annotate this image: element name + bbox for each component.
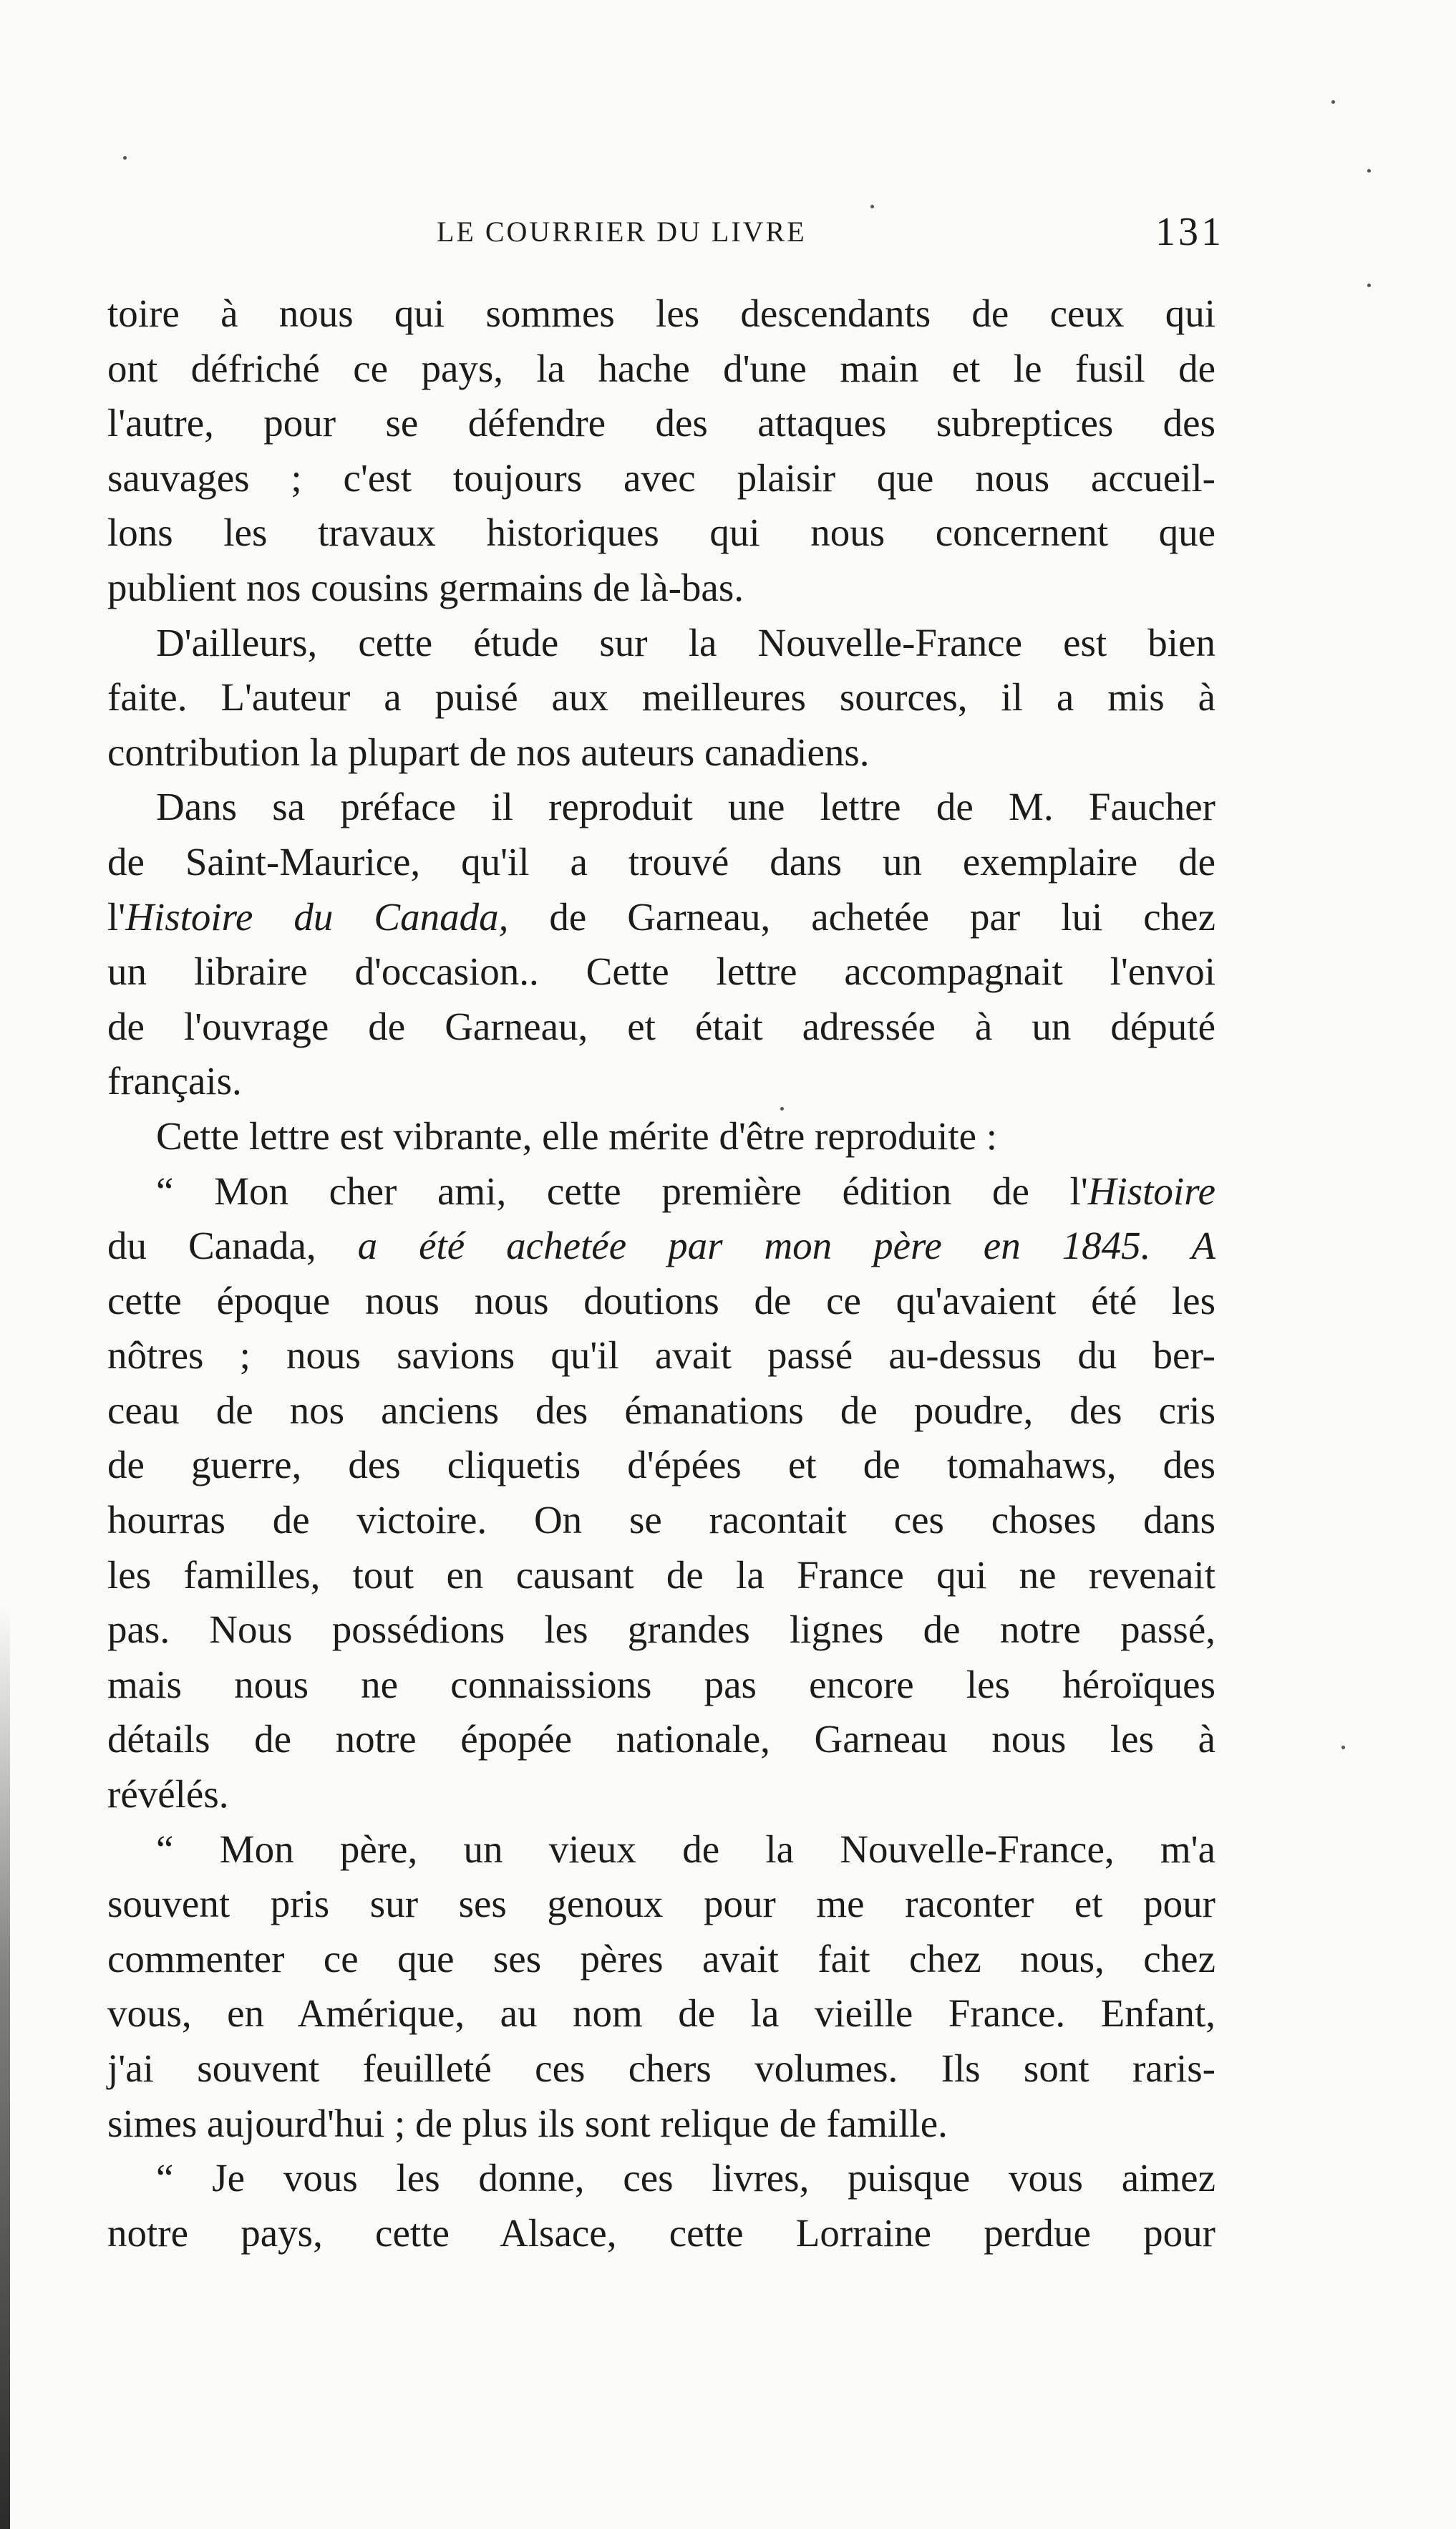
text-line: Dans sa préface il reproduit une lettre de M. Faucher — [156, 785, 1215, 829]
text-line: publient nos cousins germains de là-bas. — [107, 565, 744, 609]
text-line: ont défriché ce pays, la hache d'une main et le fusil de — [107, 346, 1215, 390]
paragraph — [107, 780, 1215, 1109]
italic-title: Histoire — [1087, 1169, 1215, 1213]
text-line: sauvages ; c'est toujours avec plaisir que nous accueil- — [107, 455, 1215, 500]
scan-speck — [1367, 169, 1371, 173]
text-line: cette époque nous nous doutions de ce qu'avaient été les — [107, 1278, 1215, 1322]
text-line: “ Mon père, un vieux de la Nouvelle-France, m'a — [156, 1827, 1215, 1871]
paragraph — [107, 1109, 1215, 1164]
paragraph — [107, 286, 1215, 616]
text-line: notre pays, cette Alsace, cette Lorraine perdue pour — [107, 2210, 1215, 2255]
text-line: hourras de victoire. On se racontait ces choses dans — [107, 1498, 1215, 1542]
italic-title: Histoire du Canada, — [125, 894, 509, 939]
text-line: simes aujourd'hui ; de plus ils sont relique de famille. — [107, 2101, 948, 2145]
text-line: “ Mon cher ami, cette première édition de l'Histoire — [156, 1169, 1215, 1213]
text-line: ceau de nos anciens des émanations de poudre, des cris — [107, 1388, 1215, 1432]
text-line: souvent pris sur ses genoux pour me raconter et pour — [107, 1882, 1215, 1926]
text-line: faite. L'auteur a puisé aux meilleures sources, il a mis à — [107, 675, 1215, 720]
text-line: de Saint-Maurice, qu'il a trouvé dans un exemplaire de — [107, 839, 1215, 884]
text-line: Cette lettre est vibrante, elle mérite d'être reproduite : — [156, 1113, 998, 1158]
scan-speck — [1331, 100, 1335, 104]
running-title: LE COURRIER DU LIVRE — [437, 216, 807, 248]
paragraph — [107, 616, 1215, 780]
paragraph — [107, 1164, 1215, 1822]
text-line: français. — [107, 1059, 242, 1103]
text-line: contribution la plupart de nos auteurs canadiens. — [107, 730, 870, 774]
text-line: toire à nous qui sommes les descendants de ceux qui — [107, 291, 1215, 335]
italic-title: a été achetée par mon père en 1845. A — [316, 1224, 1216, 1268]
paragraph — [107, 2151, 1215, 2260]
text-line: les familles, tout en causant de la France qui ne revenait — [107, 1552, 1215, 1597]
text-line: un libraire d'occasion.. Cette lettre accompagnait l'envoi — [107, 949, 1215, 994]
text-line: révélés. — [107, 1772, 229, 1817]
text-line: j'ai souvent feuilleté ces chers volumes. Ils sont raris- — [107, 2046, 1215, 2090]
text-line: l'autre, pour se défendre des attaques subreptices des — [107, 401, 1215, 445]
scan-speck — [1341, 1746, 1345, 1749]
body-text — [107, 286, 1215, 2260]
text-line: mais nous ne connaissions pas encore les héroïques — [107, 1662, 1215, 1706]
text-line: détails de notre épopée nationale, Garneau nous les à — [107, 1717, 1215, 1761]
text-line: nôtres ; nous savions qu'il avait passé au-dessus du ber- — [107, 1333, 1215, 1378]
text-line: pas. Nous possédions les grandes lignes de notre passé, — [107, 1607, 1215, 1652]
text-line: vous, en Amérique, au nom de la vieille France. Enfant, — [107, 1991, 1215, 2036]
text-line: de guerre, des cliquetis d'épées et de tomahaws, des — [107, 1443, 1215, 1487]
paragraph — [107, 1822, 1215, 2152]
text-line: de l'ouvrage de Garneau, et était adressée à un député — [107, 1004, 1215, 1048]
scan-speck — [870, 205, 874, 208]
page-header — [107, 209, 1224, 259]
scan-speck — [780, 1107, 784, 1111]
text-line: commenter ce que ses pères avait fait chez nous, chez — [107, 1936, 1215, 1981]
binding-shadow — [0, 1604, 10, 2529]
text-line: l'Histoire du Canada, de Garneau, achetée par lui chez — [107, 894, 1215, 939]
page-number: 131 — [1155, 210, 1224, 254]
text-line: lons les travaux historiques qui nous concernent que — [107, 511, 1215, 555]
scan-speck — [1367, 284, 1371, 287]
text-line: “ Je vous les donne, ces livres, puisque vous aimez — [156, 2156, 1215, 2200]
text-line: du Canada, a été achetée par mon père en 1845. A — [107, 1224, 1216, 1268]
scan-speck — [123, 156, 127, 160]
text-line: D'ailleurs, cette étude sur la Nouvelle-France est bien — [156, 620, 1215, 664]
